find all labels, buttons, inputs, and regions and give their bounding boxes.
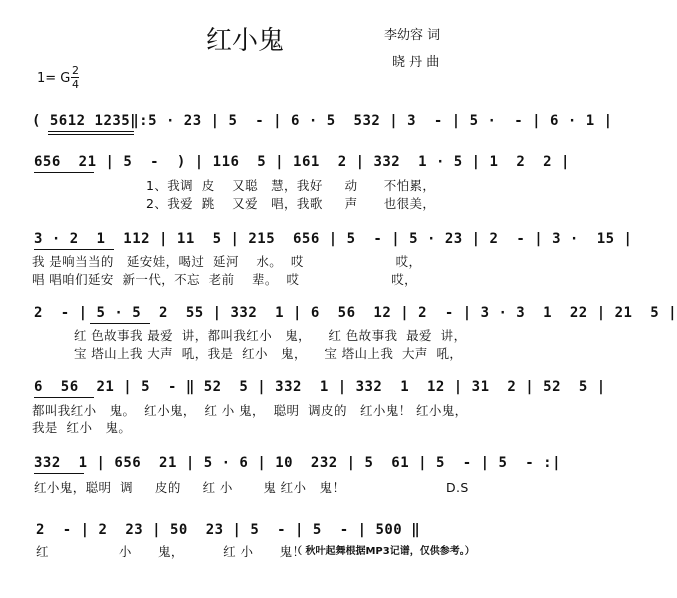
transcription-note: （ 秋叶起舞根据MP3记谱，仅供参考。）: [292, 546, 475, 557]
score-line-1: ( 5612 1235‖:5 · 23 | 5 - | 6 · 5 532 | 3 - | 5 · - | 6 · 1 |: [32, 113, 613, 129]
score-line-4: 2 - | 5 · 5 2 55 | 332 1 | 6 56 12 | 2 - | 3 · 3 1 22 | 21 5 |: [34, 305, 677, 321]
lyric-verse-2: 宝 塔山上我 大声 吼，我是 红小 鬼， 宝 塔山上我 大声 吼，: [74, 346, 463, 361]
lyric-verse-1: 红小鬼，聪明 调 皮的 红 小 鬼 红小 鬼！ D.S: [34, 480, 469, 495]
lyric-verse-2: 2、我爱 跳 又爱 唱，我歌 声 也很美，: [146, 196, 436, 211]
composer-credit: 晓 丹 曲: [392, 55, 440, 70]
notes: (: [32, 113, 41, 129]
key-signature: 1= G: [37, 71, 71, 86]
lyric-verse-1: 红 色故事我 最爱 讲，都叫我红小 鬼， 红 色故事我 最爱 讲，: [74, 328, 467, 343]
score-line-2: 656 21 | 5 - ) | 116 5 | 161 2 | 332 1 · 5 | 1 2 2 |: [34, 154, 570, 170]
underline: [48, 134, 134, 135]
underline: [34, 249, 114, 250]
lyric-verse-2: 我是 红小 鬼。: [32, 420, 132, 435]
score-line-3: 3 · 2 1 112 | 11 5 | 215 656 | 5 - | 5 · 23 | 2 - | 3 · 15 |: [34, 231, 633, 247]
underline: [90, 323, 150, 324]
score-line-5: 6 56 21 | 5 - ‖ 52 5 | 332 1 | 332 1 12 | 31 2 | 52 5 |: [34, 379, 606, 395]
underline: [34, 473, 84, 474]
time-signature-top: 2: [72, 64, 79, 77]
lyric-verse-1: 1、我调 皮 又聪 慧，我好 动 不怕累，: [146, 178, 436, 193]
score-line-6: 332 1 | 656 21 | 5 · 6 | 10 232 | 5 61 | 5 - | 5 - :|: [34, 455, 562, 471]
lyric-verse-1: 都叫我红小 鬼。 红小鬼， 红 小 鬼， 聪明 调皮的 红小鬼！ 红小鬼，: [32, 403, 468, 418]
song-title: 红小鬼: [206, 26, 285, 56]
lyric-verse-1: 红 小 鬼， 红 小 鬼！: [36, 544, 306, 559]
underline: [34, 172, 94, 173]
score-line-7: 2 - | 2 23 | 50 23 | 5 - | 5 - | 500 ‖: [36, 522, 421, 538]
underline: [34, 397, 94, 398]
lyric-verse-1: 我 是响当当的 延安娃，喝过 延河 水。 哎 哎，: [32, 254, 422, 269]
lyric-verse-2: 唱 唱咱们延安 新一代，不忘 老前 辈。 哎 哎，: [32, 272, 418, 287]
underline: [48, 131, 134, 132]
time-signature-bottom: 4: [72, 78, 79, 91]
lyricist-credit: 李幼容 词: [384, 28, 441, 43]
